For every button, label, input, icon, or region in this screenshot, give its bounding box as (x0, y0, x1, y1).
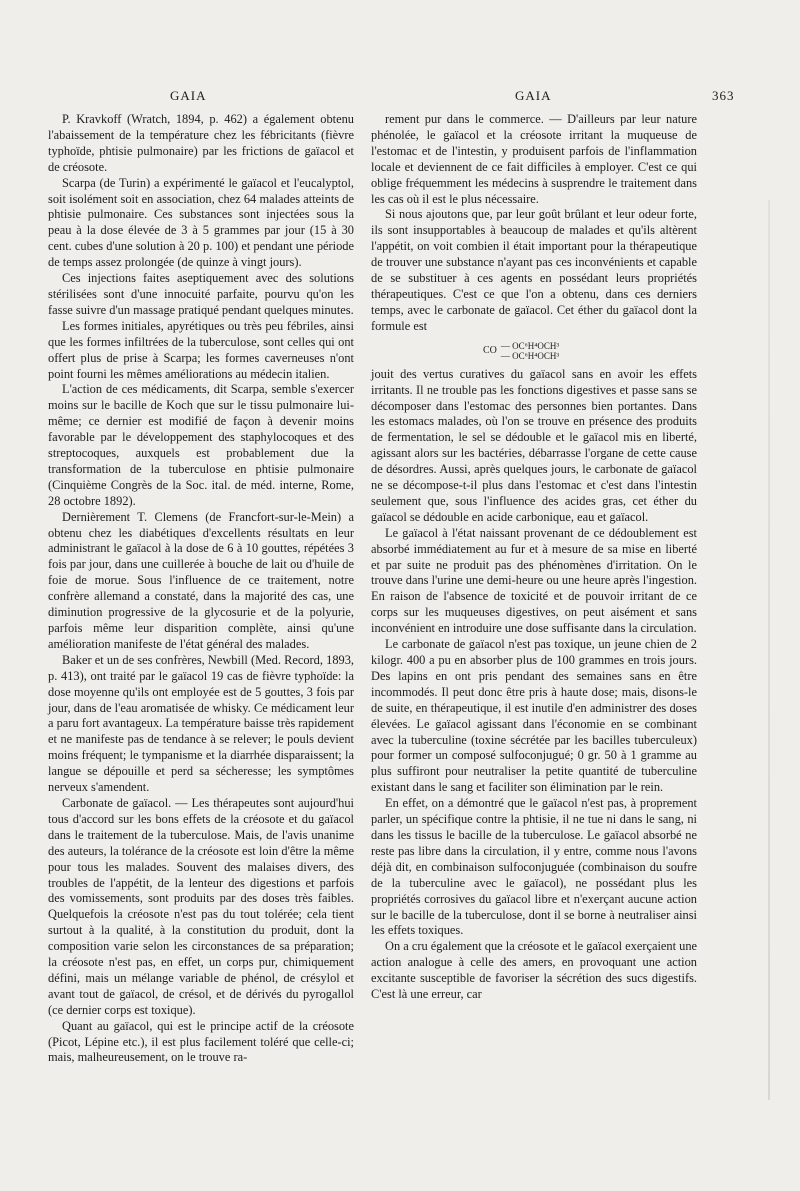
formula-co: CO (483, 344, 497, 356)
paragraph: On a cru également que la créosote et le gaïacol exerçaient une action analogue à celle des amers, en provoquant une action excitante susceptible de favoriser la sécrétion des sucs digestifs. C'est là une erreur, car (371, 939, 698, 1002)
paragraph: En effet, on a démontré que le gaïacol n'est pas, à proprement parler, un spécifique contre la phtisie, il ne tue ni dans le sang, ni dans les tissus le bacille de la tuberculose. Le gaïacol absorbé ne reste pas libre dans la circulation, il y entre, comme nous l'avons déjà dit, en combinaison sulfoconjuguée (combinaison du soufre de la tuberculine avec le gaïacol), ne possédant plus les propriétés corrosives du gaïacol libre et n'exerçant aucune action sur le bacille de la tuberculose, dont il se borne à neutraliser ainsi les effets toxiques. (371, 796, 697, 938)
right-column (371, 112, 697, 1003)
paragraph: Quant au gaïacol, qui est le principe actif de la créosote (Picot, Lépine etc.), il est plus facilement toléré que celle-ci; mais, malheureusement, on le trouve ra- (48, 1018, 354, 1065)
paragraph: Le carbonate de gaïacol n'est pas toxique, un jeune chien de 2 kilogr. 400 a pu en absorber plus de 100 grammes en trois jours. Des lapins en ont pris pendant des semaines sans en être incommodés. Il peut donc être pris à haute dose; mais, disons-le de suite, en thérapeutique, il est inutile d'en administrer des doses élevées. Le gaïacol agissant dans l'économie en se combinant avec la tuberculine (toxine sécrétée par les bacilles tuberculeux) pour former un composé sulfoconjugué; 0 gr. 50 à 1 gramme au plus suffiront pour neutraliser la petite quantité de tuberculine existant dans le sang et faciliter son élimination par le rein. (371, 637, 697, 795)
paragraph: Ces injections faites aseptiquement avec des solutions stérilisées sont d'une innocuité parfaite, pourvu qu'on les fasse suivre d'un massage pratiqué pendant quelques minutes. (48, 271, 354, 317)
chemical-formula (483, 341, 697, 361)
running-head-right: GAIA (515, 88, 552, 103)
page-edge-shadow (768, 200, 770, 1100)
formula-line-1: — OC⁶H⁴OCH³ (500, 340, 560, 351)
paragraph: P. Kravkoff (Wratch, 1894, p. 462) a également obtenu l'abaissement de la température chez les fébricitants (fièvre typhoïde, phtisie pulmonaire) par les frictions de gaïacol et de créosote. (48, 112, 354, 174)
paragraph: rement pur dans le commerce. — D'ailleurs par leur nature phénolée, le gaïacol et la créosote irritant la muqueuse de l'estomac et de l'intestin, y produisent parfois de l'inflammation locale et deviennent de ce fait difficiles à employer. C'est ce qui oblige fréquemment les médecins à susprendre le traitement dans les cas où il est le plus nécessaire. (371, 112, 697, 206)
formula-line-2: — OC⁶H⁴OCH³ (500, 350, 560, 361)
paragraph: Le gaïacol à l'état naissant provenant de ce dédoublement est absorbé immédiatement au fur et à mesure de sa mise en liberté et par suite ne produit pas des phénomènes d'irritation. On le trouve dans l'urine une demi-heure ou une heure après l'ingestion. En raison de l'absence de toxicité et de pouvoir irritant de ce corps sur les muqueuses digestives, on peut aisément et sans inconvénient en introduire une dose suffisante dans la circulation. (371, 525, 697, 636)
paragraph: Carbonate de gaïacol. — Les thérapeutes sont aujourd'hui tous d'accord sur les bons effets de la créosote et du gaïacol dans le traitement de la tuberculose. Mais, de l'avis unanime des auteurs, la tolérance de la créosote est loin d'être la même pour tous les malades. Souvent des malaises divers, des troubles de l'appétit, de la lenteur des digestions et parfois des vomissements, sont produits par des doses très faibles. Quelquefois la créosote n'est pas du tout tolérée; cela tient surtout à la qualité, à la constitution du produit, dont la composition varie selon les circonstances de sa préparation; la créosote n'est pas, en effet, un corps pur, chimiquement défini, mais un mélange variable de phénol, de crésylol et avant tout de gaïacol, de crésol, et de dérivés du pyrogallol (ce dernier corps est toxique). (48, 795, 354, 1017)
paragraph: Dernièrement T. Clemens (de Francfort-sur-le-Mein) a obtenu chez les diabétiques d'excellents résultats en leur administrant le gaïacol à la dose de 6 à 10 gouttes, répétées 3 fois par jour, dans une cuillerée à bouche de lait ou d'huile de foie de morue. Sous l'influence de ce traitement, notre confrère allemand a constaté, dans la majorité des cas, une diminution progressive de la glycosurie et de la polyurie, parfois même leur disparition complète, ainsi qu'une amélioration manifeste de l'état général des malades. (48, 509, 354, 651)
paragraph: Les formes initiales, apyrétiques ou très peu fébriles, ainsi que les formes infiltrées de la tuberculose, sont celles qui ont offert plus de prise à Scarpa; les formes caverneuses n'ont point fourni les mêmes améliorations au médecin italien. (48, 318, 354, 381)
paragraph: Si nous ajoutons que, par leur goût brûlant et leur odeur forte, ils sont insupportables à beaucoup de malades et qu'ils altèrent l'appétit, on voit combien il était important pour la thérapeutique de trouver une substance n'ayant pas ces inconvénients et capable de se substituer à ces agents en possédant leurs propriétés thérapeutiques. C'est ce que l'on a obtenu, dans ces derniers temps, avec le carbonate de gaïacol. Cet éther du gaïacol dont la formule est (371, 207, 697, 333)
running-head-left: GAIA (170, 88, 207, 103)
paragraph: jouit des vertus curatives du gaïacol sans en avoir les effets irritants. Il ne trouble pas les fonctions digestives et passe sans se décomposer dans l'estomac des personnes bien portantes. Dans les estomacs malades, où l'on se trouve en présence des produits de fermentation, le sel se dédouble et le gaïacol mis en liberté, agissant alors sur les bactéries, débarrasse l'organe de cette cause de désordres. Aussi, après quelques jours, le carbonate de gaïacol ne se décompose-t-il plus dans l'estomac et c'est dans l'intestin seulement que, sous l'influence des acides gras, cet éther du gaïacol se dédouble en acide carbonique, eau et gaïacol. (371, 366, 697, 524)
paragraph: L'action de ces médicaments, dit Scarpa, semble s'exercer moins sur le bacille de Koch que sur le tissu pulmonaire lui-même; ce dernier est modifié de façon à devenir moins favorable par le développement des staphylocoques et des streptocoques, auxquels est probablement due la transformation de la tuberculose en phtisie pulmonaire (Cinquième Congrès de la Soc. ital. de méd. interne, Rome, 28 octobre 1892). (48, 382, 354, 508)
paragraph: Baker et un de ses confrères, Newbill (Med. Record, 1893, p. 413), ont traité par le gaïacol 19 cas de fièvre typhoïde: la dose moyenne qu'ils ont employée est de 5 gouttes, 3 fois par jour, dans de l'eau aromatisée de whisky. Ce médicament leur a paru fort avantageux. La température baisse très rapidement et ne manifeste pas de tendance à se relever; le pouls devient moins fréquent; le tympanisme et la diarrhée disparaissent; la langue se dépouille et perd sa sécheresse; les symptômes nerveux s'amendent. (48, 652, 354, 795)
left-column (48, 112, 354, 1066)
page-number: 363 (712, 88, 735, 103)
paragraph: Scarpa (de Turin) a expérimenté le gaïacol et l'eucalyptol, soit isolément soit en association, chez 64 malades atteints de phtisie pulmonaire. Ces substances sont injectées sous la peau à la dose élevée de 3 à 5 grammes par jour (15 à 30 cent. cubes d'une solution à 20 p. 100) et pendant une période de temps assez prolongée (de quinze à vingt jours). (48, 175, 354, 270)
